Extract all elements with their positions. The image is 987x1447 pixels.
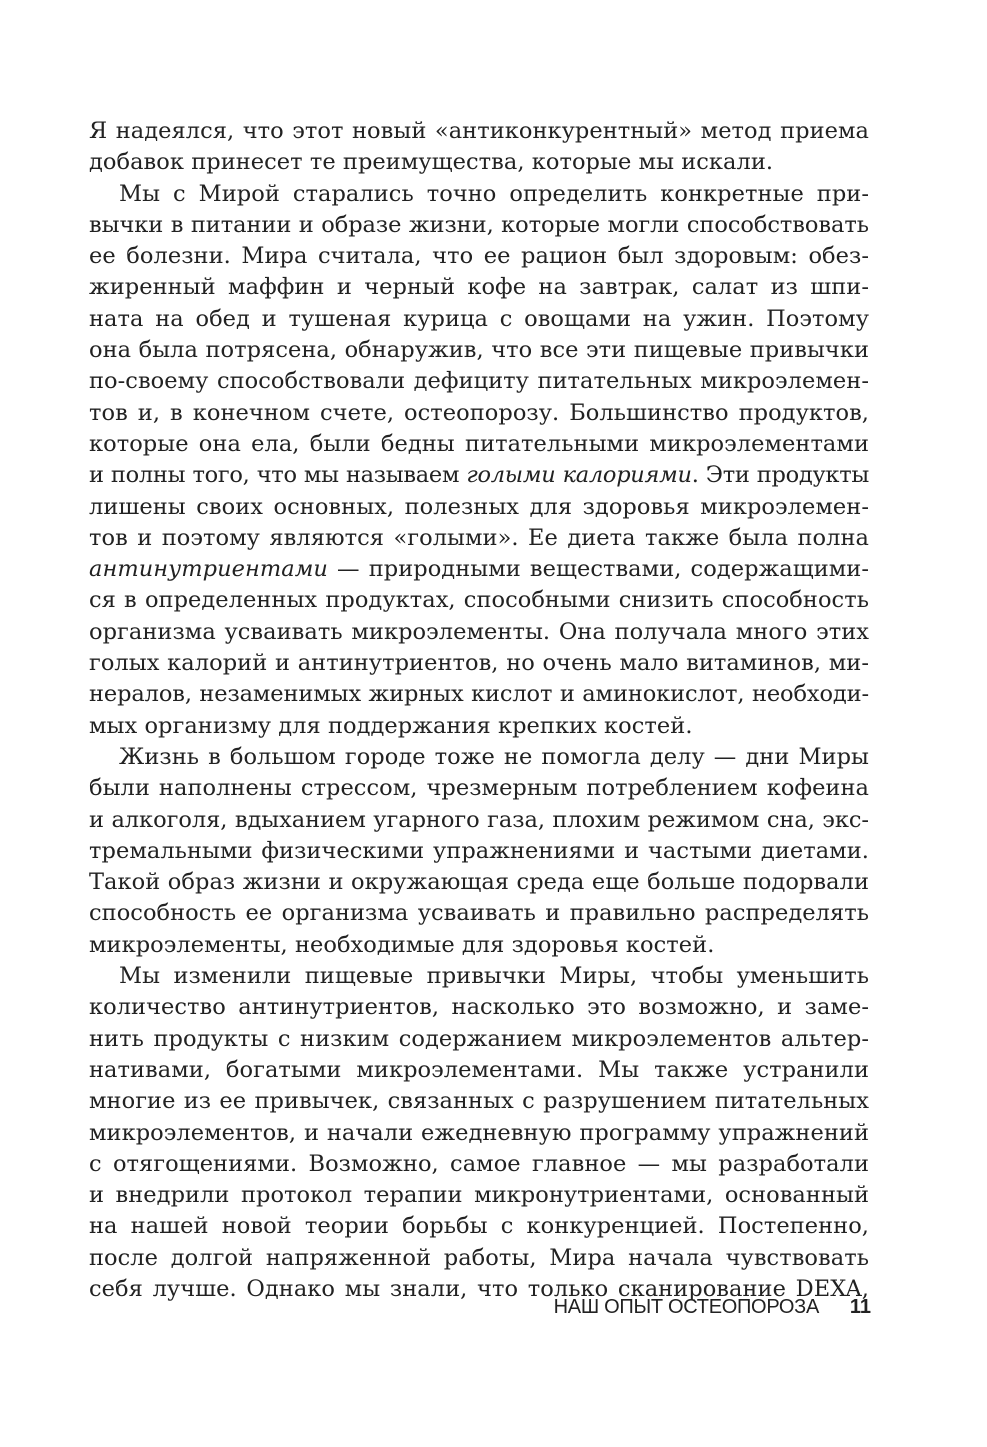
text-line — [89, 648, 869, 679]
text-line — [89, 429, 869, 460]
text-segment: микроэлементы, необходимые для здоровья костей. — [89, 931, 715, 958]
text-segment: многие из ее привычек, связанных с разрушением питательных — [89, 1088, 869, 1115]
text-segment: Такой образ жизни и окружающая среда еще больше подорвали — [89, 869, 869, 896]
text-segment: Я надеялся, что этот новый «антиконкурентный» метод приема — [89, 118, 869, 144]
text-segment: микроэлементов, и начали ежедневную программу упражнений — [89, 1119, 869, 1146]
text-line — [89, 1118, 869, 1149]
text-segment: организма усваивать микроэлементы. Она получала много этих — [89, 618, 869, 645]
text-segment: тремальными физическими упражнениями и частыми диетами. — [89, 837, 869, 864]
text-segment: голых калорий и антинутриентов, но очень мало витаминов, ми- — [89, 650, 869, 677]
text-line — [89, 116, 869, 147]
running-title: НАШ ОПЫТ ОСТЕОПОРОЗА — [553, 1296, 819, 1318]
text-segment: и алкоголя, вдыханием угарного газа, плохим режимом сна, экс- — [89, 806, 869, 833]
text-segment: на нашей новой теории борьбы с конкуренцией. Постепенно, — [89, 1213, 869, 1240]
text-line — [89, 1180, 869, 1211]
text-segment: вычки в питании и образе жизни, которые могли способствовать — [89, 211, 869, 238]
text-line — [89, 585, 869, 616]
text-line — [89, 836, 869, 867]
text-line — [89, 711, 869, 742]
text-line — [89, 1243, 869, 1274]
text-segment: по-своему способствовали дефициту питательных микроэлемен- — [89, 368, 869, 395]
text-line — [89, 742, 869, 773]
text-segment: после долгой напряженной работы, Мира начала чувствовать — [89, 1244, 869, 1271]
text-segment: лишены своих основных, полезных для здоровья микроэлемен- — [89, 493, 869, 520]
text-line — [89, 523, 869, 554]
text-line — [89, 492, 869, 523]
text-segment: и внедрили протокол терапии микронутриентами, основанный — [89, 1182, 869, 1209]
paragraph — [89, 961, 869, 1305]
text-line — [89, 241, 869, 272]
text-segment: были наполнены стрессом, чрезмерным потреблением кофеина — [89, 775, 869, 802]
text-segment: количество антинутриентов, насколько это возможно, и заме- — [89, 994, 869, 1021]
text-segment: добавок принесет те преимущества, которые мы искали. — [89, 149, 774, 176]
text-segment: Мы с Мирой старались точно определить конкретные при- — [119, 180, 869, 207]
paragraph — [89, 116, 869, 179]
text-line — [89, 366, 869, 397]
text-line — [89, 554, 869, 585]
italic-term: голыми калориями — [466, 462, 692, 489]
text-line — [89, 210, 869, 241]
text-segment: мых организму для поддержания крепких костей. — [89, 712, 693, 739]
text-line — [89, 1149, 869, 1180]
page-number: 11 — [849, 1296, 871, 1318]
text-segment: ся в определенных продуктах, способными снизить способность — [89, 587, 869, 614]
text-line — [89, 179, 869, 210]
text-line — [89, 304, 869, 335]
text-segment: с отягощениями. Возможно, самое главное — мы разработали — [89, 1150, 869, 1177]
text-segment: тов и, в конечном счете, остеопорозу. Большинство продуктов, — [89, 399, 869, 426]
text-line — [89, 398, 869, 429]
text-segment: ната на обед и тушеная курица с овощами на ужин. Поэтому — [89, 305, 869, 332]
text-segment: нить продукты с низким содержанием микроэлементов альтер- — [89, 1025, 869, 1052]
text-segment: тов и поэтому являются «голыми». Ее диета также была полна — [89, 524, 869, 551]
text-line — [89, 961, 869, 992]
text-segment: Жизнь в большом городе тоже не помогла делу — дни Миры — [119, 743, 869, 770]
text-line — [89, 272, 869, 303]
text-line — [89, 930, 869, 961]
text-line — [89, 460, 869, 491]
text-segment: она была потрясена, обнаружив, что все эти пищевые привычки — [89, 337, 869, 364]
text-line — [89, 147, 869, 178]
text-segment: нералов, незаменимых жирных кислот и аминокислот, необходи- — [89, 681, 869, 708]
paragraph — [89, 742, 869, 961]
text-line — [89, 1211, 869, 1242]
text-segment: которые она ела, были бедны питательными микроэлементами — [89, 430, 869, 457]
text-segment: жиренный маффин и черный кофе на завтрак, салат из шпи- — [89, 274, 869, 301]
text-line — [89, 1055, 869, 1086]
text-line — [89, 1086, 869, 1117]
text-segment: — природными веществами, содержащими- — [327, 556, 869, 583]
text-line — [89, 1024, 869, 1055]
body-text — [89, 116, 869, 1305]
text-line — [89, 679, 869, 710]
text-segment: и полны того, что мы называем — [89, 462, 467, 489]
text-line — [89, 805, 869, 836]
text-segment: способность ее организма усваивать и правильно распределять — [89, 900, 869, 927]
text-line — [89, 617, 869, 648]
text-line — [89, 335, 869, 366]
text-line — [89, 992, 869, 1023]
text-segment: ее болезни. Мира считала, что ее рацион был здоровым: обез- — [89, 243, 869, 270]
page-footer — [500, 1292, 871, 1322]
text-segment: себя лучше. Однако мы знали, что только сканирование DEXA, — [89, 1275, 869, 1302]
text-line — [89, 898, 869, 929]
text-line — [89, 867, 869, 898]
text-line — [89, 773, 869, 804]
text-segment: нативами, богатыми микроэлементами. Мы также устранили — [89, 1056, 869, 1083]
text-segment: . Эти продукты — [691, 462, 869, 489]
text-segment: Мы изменили пищевые привычки Миры, чтобы уменьшить — [119, 963, 869, 990]
italic-term: антинутриентами — [89, 556, 328, 583]
paragraph — [89, 179, 869, 742]
